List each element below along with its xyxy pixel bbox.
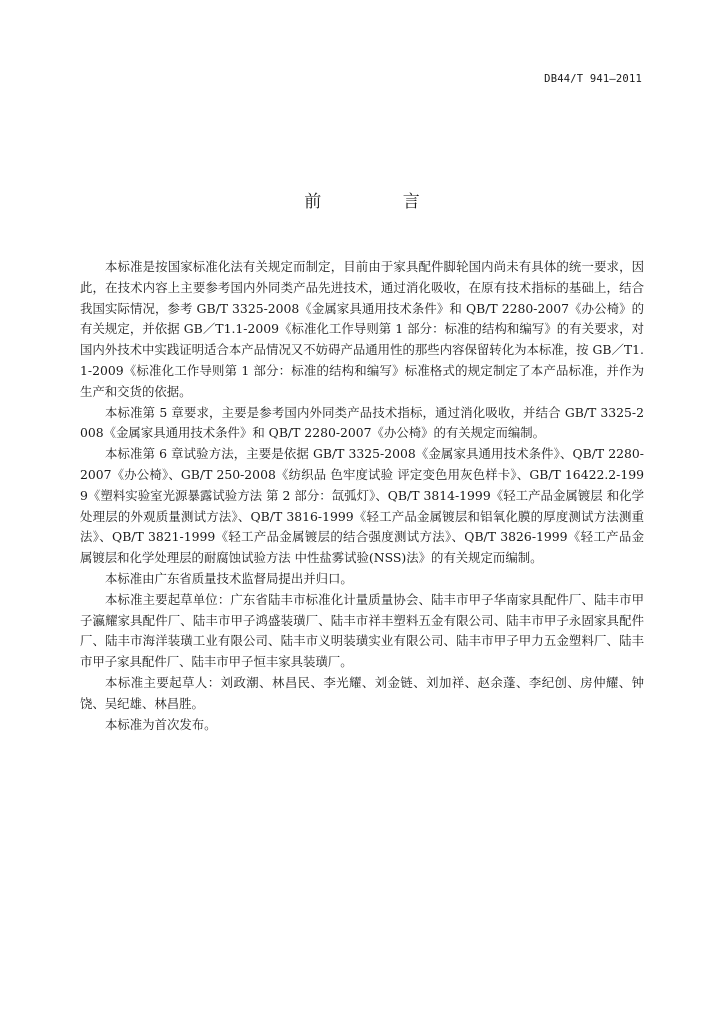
standard-code-header: DB44/T 941—2011 [544, 73, 642, 85]
paragraph-proposer: 本标准由广东省质量技术监督局提出并归口。 [105, 570, 353, 586]
paragraph-first-release: 本标准为首次发布。 [105, 716, 217, 732]
paragraph-chapter-6: 本标准第 6 章试验方法，主要是依据 GB/T 3325-2008《金属家具通用技术条件》、QB/T 2280-2007《办公椅》、GB/T 250-2008《纺织品 色牢度试验 评定变色用灰色样卡》、GB/T 16422.2-1999《塑料实验室光源暴露试验方法 第 2 部分：氙弧灯》、QB/T 3814-1999《轻工产品金属镀层 和化学处理层的外观质量测试方法》、QB/T 3816-1999《轻工产品金属镀层和铝氧化膜的厚度测试方法测重法》、QB/T 3821-1999《轻工产品金属镀层的结合强度测试方法》、QB/T 3826-1999《轻工产品金属镀层和化学处理层的耐腐蚀试验方法 中性盐雾试验(NSS)法》的有关规定而编制。 [80, 446, 644, 566]
paragraph-drafters: 本标准主要起草人：刘政潮、林昌民、李光耀、刘金链、刘加祥、赵余蓬、李纪创、房仲耀、钟饶、吴纪雄、林昌胜。 [80, 674, 644, 711]
paragraph-chapter-5: 本标准第 5 章要求，主要是参考国内外同类产品技术指标，通过消化吸收，并结合 GB/T 3325-2008《金属家具通用技术条件》和 QB/T 2280-2007《办公椅》的有关规定而编制。 [80, 404, 644, 441]
foreword-body [80, 257, 644, 735]
page-title: 前 言 [304, 192, 458, 212]
paragraph-basis: 本标准是按国家标准化法有关规定而制定，目前由于家具配件脚轮国内尚未有具体的统一要求，因此，在技术内容上主要参考国内外同类产品先进技术，通过消化吸收，在原有技术指标的基础上，结合我国实际情况，参考 GB/T 3325-2008《金属家具通用技术条件》和 QB/T 2280-2007《办公椅》的有关规定，并依据 GB／T1.1-2009《标准化工作导则第 1 部分：标准的结构和编写》的有关要求，对国内外技术中实践证明适合本产品情况又不妨碍产品通用性的那些内容保留转化为本标准，按 GB／T1.1-2009《标准化工作导则第 1 部分：标准的结构和编写》标准格式的规定制定了本产品标准，并作为生产和交货的依据。 [80, 259, 644, 399]
paragraph-drafting-units: 本标准主要起草单位：广东省陆丰市标准化计量质量协会、陆丰市甲子华南家具配件厂、陆丰市甲子瀛耀家具配件厂、陆丰市甲子鸿盛装璜厂、陆丰市祥丰塑料五金有限公司、陆丰市甲子永固家具配件厂、陆丰市海洋装璜工业有限公司、陆丰市义明装璜实业有限公司、陆丰市甲子甲力五金塑料厂、陆丰市甲子家具配件厂、陆丰市甲子恒丰家具装璜厂。 [80, 591, 644, 670]
